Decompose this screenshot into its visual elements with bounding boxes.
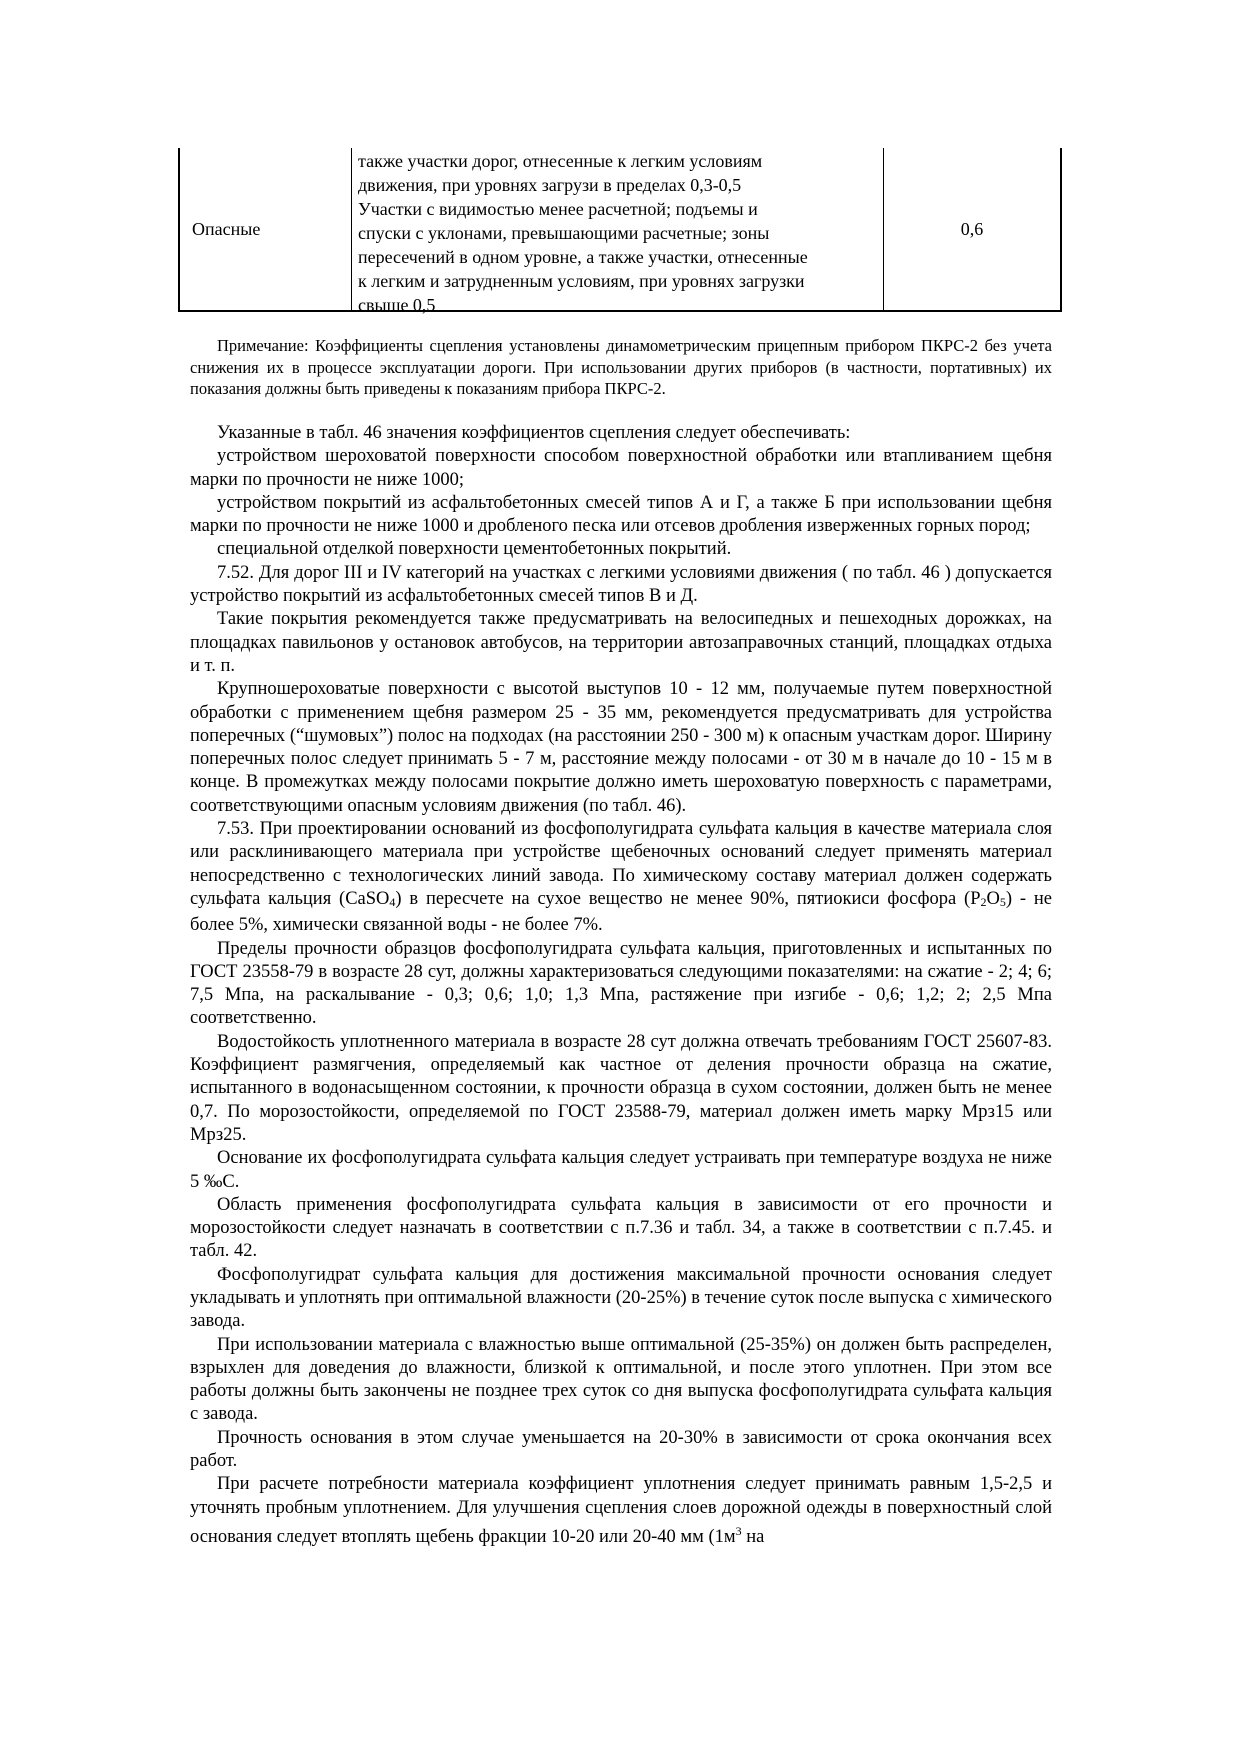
description-line: свыше 0,5	[358, 295, 436, 315]
note-text: Примечание: Коэффициенты сцепления установлены динамометрическим прицепным прибором ПКРС-2 без учета снижения их в процессе эксплуатации дороги. При использовании других приборов (в частности, портативных) их показания должны быть приведены к показаниям прибора ПКРС-2.	[190, 336, 1052, 398]
text-run: ) в пересчете на сухое вещество не менее 90%, пятиокиси фосфора (P	[395, 888, 981, 909]
hazard-table-fragment	[178, 148, 1062, 315]
paragraph: Область применения фосфополугидрата сульфата кальция в зависимости от его прочности и морозостойкости следует назначать в соответствии с п.7.36 и табл. 34, а также в соответствии с п.7.45. и табл. 42.	[190, 1194, 1052, 1262]
description-line: к легким и затрудненным условиям, при уровнях загрузки	[358, 271, 805, 291]
description-line: также участки дорог, отнесенные к легким условиям	[358, 151, 763, 171]
paragraph-7-53	[190, 818, 1052, 937]
paragraph: Указанные в табл. 46 значения коэффициентов сцепления следует обеспечивать:	[217, 423, 851, 443]
paragraph: устройством шероховатой поверхности способом поверхностной обработки или втапливанием щебня марки по прочности не ниже 1000;	[190, 446, 1052, 490]
description-line: движения, при уровнях загрузи в пределах 0,3-0,5	[358, 175, 742, 195]
body-text	[190, 422, 1052, 1549]
description-line: пересечений в одном уровне, а также участки, отнесенные	[358, 247, 808, 267]
text-run: O	[986, 888, 1000, 909]
paragraph: Водостойкость уплотненного материала в возрасте 28 сут должна отвечать требованиям ГОСТ 25607-83. Коэффициент размягчения, определяемый как частное от деления прочности образца на сжатие, испытанного в водонасыщенном состоянии, к прочности образца в сухом состоянии, должен быть не менее 0,7. По морозостойкости, определяемой по ГОСТ 23588-79, материал должен иметь марку Мрз15 или Мрз25.	[190, 1031, 1052, 1145]
paragraph: специальной отделкой поверхности цементобетонных покрытий.	[217, 539, 732, 560]
paragraph-7-52: 7.52. Для дорог III и IV категорий на участках с легкими условиями движения ( по табл. 46 ) допускается устройство покрытий из асфальтобетонных смесей типов В и Д.	[190, 562, 1052, 607]
table-cell-category: Опасные	[180, 148, 352, 310]
paragraph	[190, 1473, 1052, 1549]
paragraph: Такие покрытия рекомендуется также предусматривать на велосипедных и пешеходных дорожках, на площадках павильонов у остановок автобусов, на территории автозаправочных станций, площадках отдыха и т. п.	[190, 609, 1052, 676]
subscript: 2	[980, 894, 987, 909]
paragraph: Фосфополугидрат сульфата кальция для достижения максимальной прочности основания следует укладывать и уплотнять при оптимальной влажности (20-25%) в течение суток после выпуска с химического завода.	[190, 1264, 1052, 1332]
superscript: 3	[735, 1523, 742, 1538]
paragraph: устройством покрытий из асфальтобетонных смесей типов А и Г, а также Б при использовании щебня марки по прочности не ниже 1000 и дробленого песка или отсевов дробления изверженных горных пород;	[190, 492, 1052, 537]
subscript: 4	[389, 894, 396, 909]
table-cell-description	[352, 148, 884, 315]
text-run: При расчете потребности материала коэффициент уплотнения следует принимать равным 1,5-2,5 и уточнять пробным уплотнением. Для улучшения сцепления слоев дорожной одежды в поверхностный слой основания следует втоплять щебень фракции 10-20 или 20-40 мм (1м	[190, 1474, 1052, 1547]
subscript: 5	[999, 894, 1006, 909]
paragraph: Крупношероховатые поверхности с высотой выступов 10 - 12 мм, получаемые путем поверхностной обработки с применением щебня размером 25 - 35 мм, рекомендуется предусматривать для устройства поперечных (“шумовых”) полос на подходах (на расстоянии 250 - 300 м) к опасным участкам дорог. Ширину поперечных полос следует принимать 5 - 7 м, расстояние между полосами - от 30 м в начале до 10 - 15 м в конце. В промежутках между полосами покрытие должно иметь шероховатую поверхность с параметрами, соответствующими опасным условиям движения (по табл. 46).	[190, 679, 1052, 816]
table-note	[190, 335, 1052, 400]
paragraph: Прочность основания в этом случае уменьшается на 20-30% в зависимости от срока окончания всех работ.	[190, 1427, 1052, 1472]
paragraph: При использовании материала с влажностью выше оптимальной (25-35%) он должен быть распределен, взрыхлен для доведения до влажности, близкой к оптимальной, и после этого уплотнен. При этом все работы должны быть закончены не позднее трех суток со дня выпуска фосфополугидрата сульфата кальция с завода.	[190, 1334, 1052, 1425]
text-run: на	[741, 1526, 765, 1547]
table-cell-coefficient: 0,6	[960, 218, 984, 239]
paragraph: Основание их фосфополугидрата сульфата кальция следует устраивать при температуре воздуха не ниже 5 ‰С.	[190, 1148, 1052, 1192]
paragraph: Пределы прочности образцов фосфополугидрата сульфата кальция, приготовленных и испытанных по ГОСТ 23558-79 в возрасте 28 сут, должны характеризоваться следующими показателями: на сжатие - 2; 4; 6; 7,5 Мпа, на раскалывание - 0,3; 0,6; 1,0; 1,3 Мпа, растяжение при изгибе - 0,6; 1,2; 2; 2,5 Мпа соответственно.	[190, 938, 1052, 1029]
description-line: Участки с видимостью менее расчетной; подъемы и	[358, 199, 758, 219]
text-run: 7.53. При проектировании оснований из фосфополугидрата сульфата кальция в качестве материала слоя или расклинивающего материала при устройстве щебеночных оснований следует применять материал непосредственно с технологических линий завода. По химическому составу материал должен содержать сульфата кальция (CaSO	[190, 819, 1052, 909]
text-run: ) - не более 5%, химически связанной воды - не более 7%.	[190, 888, 1052, 936]
description-line: спуски с уклонами, превышающими расчетные; зоны	[358, 223, 770, 243]
